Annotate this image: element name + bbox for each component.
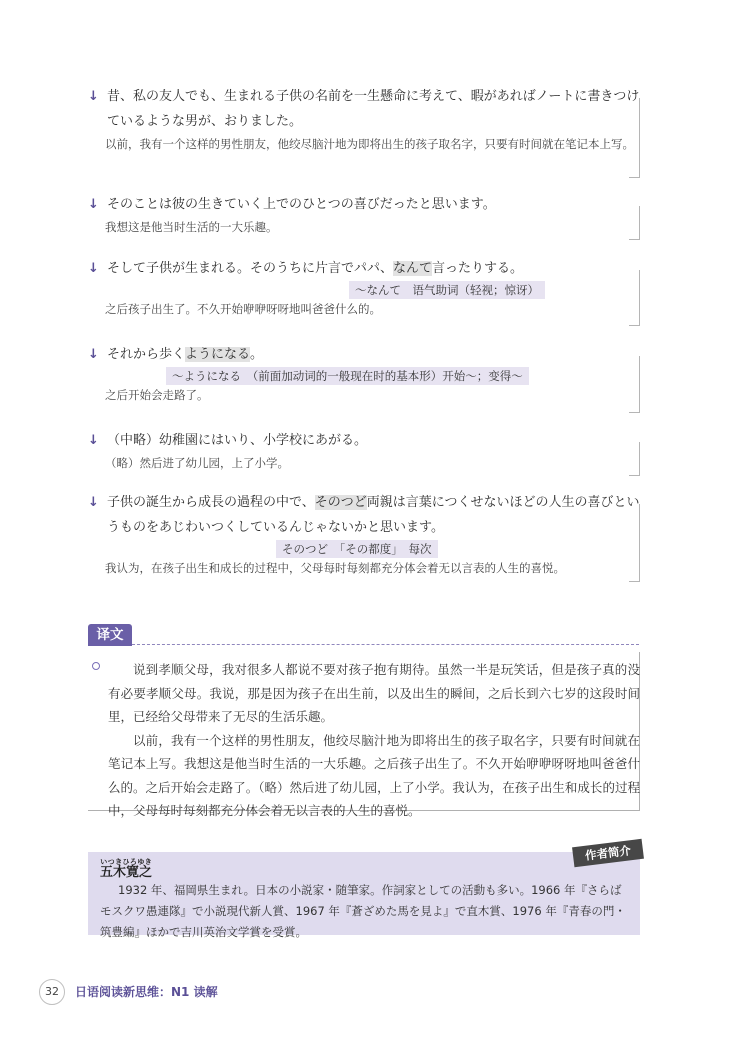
grammar-note: そのつど 「その都度」 每次 [276, 540, 438, 558]
page-number: 32 [39, 979, 65, 1005]
bracket-line [629, 442, 640, 476]
translation-text [108, 658, 640, 823]
chinese-translation: （略）然后进了幼儿园，上了小学。 [105, 456, 289, 470]
chinese-translation: 我想这是他当时生活的一大乐趣。 [105, 220, 278, 234]
down-arrow-icon: ↓ [88, 261, 99, 276]
dashed-divider [132, 644, 639, 645]
author-bio: 1932 年、福岡県生まれ。日本の小説家・随筆家。作詞家としての活動も多い。1966 年『さらばモスクワ愚連隊』で小説現代新人賞、1967 年『蒼ざめた馬を見よ』で直木賞、1976 年『青春の門・筑豊編』ほかで吉川英治文学賞を受賞。 [100, 883, 626, 939]
highlighted-phrase: そのつど [314, 495, 367, 510]
down-arrow-icon: ↓ [88, 433, 99, 448]
translation-paragraph: 说到孝顺父母，我对很多人都说不要对孩子抱有期待。虽然一半是玩笑话，但是孩子真的没有必要孝顺父母。我说，那是因为孩子在出生前，以及出生的瞬间，之后长到六七岁的这段时间里，已经给父母带来了无尽的生活乐趣。 [108, 662, 640, 724]
grammar-note: ～なんて 语气助词（轻视；惊讶） [349, 281, 545, 299]
sentence-block-3 [88, 250, 640, 326]
highlighted-phrase: ようになる [185, 347, 251, 362]
circle-bullet-icon [92, 662, 100, 670]
grammar-note: ～ようになる （前面加动词的一般现在时的基本形）开始～；变得～ [166, 367, 529, 385]
bracket-line [629, 356, 640, 413]
sentence-block-5 [88, 422, 640, 476]
sentence-block-1 [88, 78, 640, 178]
chinese-translation: 我认为，在孩子出生和成长的过程中，父母每时每刻都充分体会着无以言表的人生的喜悦。 [105, 561, 565, 575]
japanese-sentence: そのことは彼の生きていく上でのひとつの喜びだったと思います。 [107, 197, 496, 212]
japanese-sentence: （中略）幼稚園にはいり、小学校にあがる。 [107, 433, 368, 448]
highlighted-phrase: なんて [393, 261, 433, 276]
bracket-line [629, 206, 640, 240]
bracket-line [629, 504, 640, 582]
sentence-block-4 [88, 336, 640, 414]
bracket-line [629, 270, 640, 326]
chinese-translation: 之后孩子出生了。不久开始咿咿呀呀地叫爸爸什么的。 [105, 302, 381, 316]
translation-paragraph: 以前，我有一个这样的男性朋友，他绞尽脑汁地为即将出生的孩子取名字，只要有时间就在笔记本上写。我想这是他当时生活的一大乐趣。之后孩子出生了。不久开始咿咿呀呀地叫爸爸什么的。之后开始会走路了。（略）然后进了幼儿园，上了小学。我认为，在孩子出生和成长的过程中，父母每时每刻都充分体会着无以言表的人生的喜悦。 [108, 732, 640, 818]
chinese-translation: 之后开始会走路了。 [105, 388, 209, 402]
sentence-block-2 [88, 186, 640, 240]
bracket-line [629, 98, 640, 178]
down-arrow-icon: ↓ [88, 197, 99, 212]
down-arrow-icon: ↓ [88, 347, 99, 362]
japanese-sentence: そして子供が生まれる。そのうちに片言でパパ、なんて言ったりする。 [107, 261, 524, 276]
japanese-sentence: 子供の誕生から成長の過程の中で、そのつど両親は言葉につくせないほどの人生の喜びというものをあじわいつくしているんじゃないかと思います。 [107, 495, 640, 535]
translation-heading: 译文 [88, 624, 132, 646]
japanese-sentence: 昔、私の友人でも、生まれる子供の名前を一生懸命に考えて、暇があればノートに書きつけているような男が、おりました。 [107, 89, 640, 129]
author-tag: 作者简介 [572, 839, 644, 867]
down-arrow-icon: ↓ [88, 495, 99, 510]
japanese-sentence: それから歩くようになる。 [107, 347, 264, 362]
chinese-translation: 以前，我有一个这样的男性朋友，他绞尽脑汁地为即将出生的孩子取名字，只要有时间就在笔记本上写。 [105, 137, 634, 151]
down-arrow-icon: ↓ [88, 89, 99, 104]
sentence-block-6 [88, 484, 640, 582]
author-name: 五木寛之いつきひろゆき [100, 858, 153, 880]
book-title: 日语阅读新思维：N1 读解 [75, 985, 218, 999]
